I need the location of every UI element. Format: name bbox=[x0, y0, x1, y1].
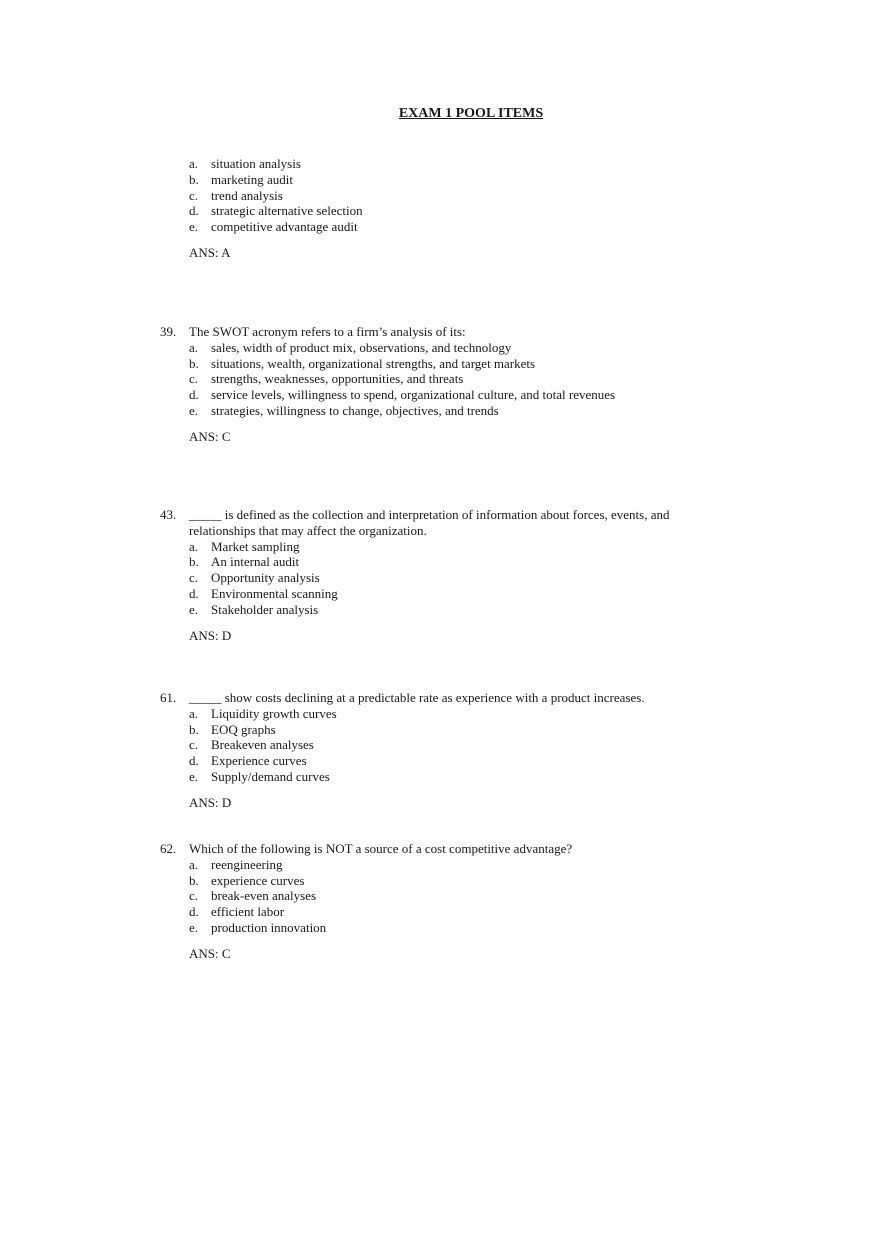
answer-option bbox=[160, 722, 720, 738]
option-letter: c. bbox=[189, 570, 199, 586]
option-letter: a. bbox=[189, 339, 199, 355]
page-title: EXAM 1 POOL ITEMS bbox=[398, 106, 544, 121]
option-letter: d. bbox=[189, 585, 199, 601]
option-letter: e. bbox=[189, 601, 199, 617]
option-letter: b. bbox=[189, 171, 199, 187]
option-text: experience curves bbox=[211, 872, 305, 888]
question-stem bbox=[160, 690, 720, 706]
question-block-39 bbox=[160, 324, 720, 445]
question-stem bbox=[160, 841, 720, 857]
option-text: Opportunity analysis bbox=[211, 570, 320, 586]
question-number: 62. bbox=[160, 841, 177, 856]
answer-key: ANS: C bbox=[189, 945, 231, 961]
question-text: Which of the following is NOT a source of a cost competitive advantage? bbox=[189, 841, 573, 856]
option-text: service levels, willingness to spend, organizational culture, and total revenues bbox=[211, 387, 616, 403]
option-text: trend analysis bbox=[211, 187, 283, 203]
question-text: The SWOT acronym refers to a firm’s analysis of its: bbox=[189, 324, 466, 339]
option-text: strategies, willingness to change, objectives, and trends bbox=[211, 402, 499, 418]
option-letter: e. bbox=[189, 219, 199, 235]
answer-option bbox=[160, 554, 720, 570]
option-letter: d. bbox=[189, 904, 199, 920]
option-text: efficient labor bbox=[211, 904, 285, 920]
question-block-continued bbox=[160, 156, 720, 261]
option-letter: a. bbox=[189, 856, 199, 872]
question-text: _____ is defined as the collection and interpretation of information about forces, events, and relationships that may affect the organization. bbox=[189, 507, 670, 538]
option-letter: b. bbox=[189, 355, 199, 371]
answer-option bbox=[160, 769, 720, 785]
option-text: Stakeholder analysis bbox=[211, 601, 319, 617]
option-text: marketing audit bbox=[211, 171, 293, 187]
option-text: Breakeven analyses bbox=[211, 737, 314, 753]
answer-option bbox=[160, 371, 720, 387]
option-letter: a. bbox=[189, 156, 199, 171]
answer-option bbox=[160, 586, 720, 602]
option-letter: b. bbox=[189, 554, 199, 570]
answer-option bbox=[160, 172, 720, 188]
option-letter: b. bbox=[189, 872, 199, 888]
answer-option bbox=[160, 387, 720, 403]
answer-option bbox=[160, 156, 720, 172]
answer-option bbox=[160, 188, 720, 204]
question-number: 39. bbox=[160, 324, 177, 339]
answer-option bbox=[160, 403, 720, 419]
answer-option bbox=[160, 356, 720, 372]
question-text: _____ show costs declining at a predictable rate as experience with a product increases. bbox=[189, 690, 645, 705]
option-letter: b. bbox=[189, 721, 199, 737]
option-text: Market sampling bbox=[211, 538, 300, 554]
question-stem bbox=[160, 324, 720, 340]
answer-option bbox=[160, 888, 720, 904]
option-text: sales, width of product mix, observations, and technology bbox=[211, 339, 512, 355]
option-letter: e. bbox=[189, 919, 199, 935]
answer-key: ANS: A bbox=[189, 244, 231, 260]
option-text: production innovation bbox=[211, 919, 327, 935]
answer-option bbox=[160, 203, 720, 219]
question-number: 43. bbox=[160, 507, 177, 522]
answer-option bbox=[160, 920, 720, 936]
answer-option bbox=[160, 737, 720, 753]
option-letter: e. bbox=[189, 402, 199, 418]
option-letter: c. bbox=[189, 888, 199, 904]
question-block-43 bbox=[160, 507, 720, 643]
question-block-62 bbox=[160, 841, 720, 962]
answer-option bbox=[160, 539, 720, 555]
option-letter: c. bbox=[189, 737, 199, 753]
option-text: An internal audit bbox=[211, 554, 300, 570]
option-letter: a. bbox=[189, 705, 199, 721]
option-text: Environmental scanning bbox=[211, 585, 338, 601]
answer-option bbox=[160, 753, 720, 769]
option-letter: d. bbox=[189, 387, 199, 403]
answer-option bbox=[160, 904, 720, 920]
answer-option bbox=[160, 570, 720, 586]
question-stem bbox=[160, 507, 720, 539]
answer-option bbox=[160, 340, 720, 356]
question-number: 61. bbox=[160, 690, 177, 705]
option-letter: c. bbox=[189, 371, 199, 387]
answer-option bbox=[160, 219, 720, 235]
option-letter: e. bbox=[189, 768, 199, 784]
option-letter: d. bbox=[189, 203, 199, 219]
option-text: break-even analyses bbox=[211, 888, 317, 904]
option-letter: c. bbox=[189, 187, 199, 203]
option-text: EOQ graphs bbox=[211, 721, 276, 737]
answer-option bbox=[160, 602, 720, 618]
option-letter: a. bbox=[189, 538, 199, 554]
option-text: situation analysis bbox=[211, 156, 301, 171]
option-text: Supply/demand curves bbox=[211, 768, 330, 784]
answer-key: ANS: D bbox=[189, 794, 232, 810]
option-text: reengineering bbox=[211, 856, 283, 872]
option-text: strategic alternative selection bbox=[211, 203, 363, 219]
question-block-61 bbox=[160, 690, 720, 811]
answer-option bbox=[160, 857, 720, 873]
option-text: Liquidity growth curves bbox=[211, 705, 337, 721]
answer-option bbox=[160, 706, 720, 722]
answer-option bbox=[160, 873, 720, 889]
answer-key: ANS: D bbox=[189, 627, 232, 643]
answer-key: ANS: C bbox=[189, 428, 231, 444]
option-text: situations, wealth, organizational strengths, and target markets bbox=[211, 355, 536, 371]
option-text: strengths, weaknesses, opportunities, and threats bbox=[211, 371, 464, 387]
option-text: Experience curves bbox=[211, 753, 307, 769]
option-letter: d. bbox=[189, 753, 199, 769]
option-text: competitive advantage audit bbox=[211, 219, 358, 235]
